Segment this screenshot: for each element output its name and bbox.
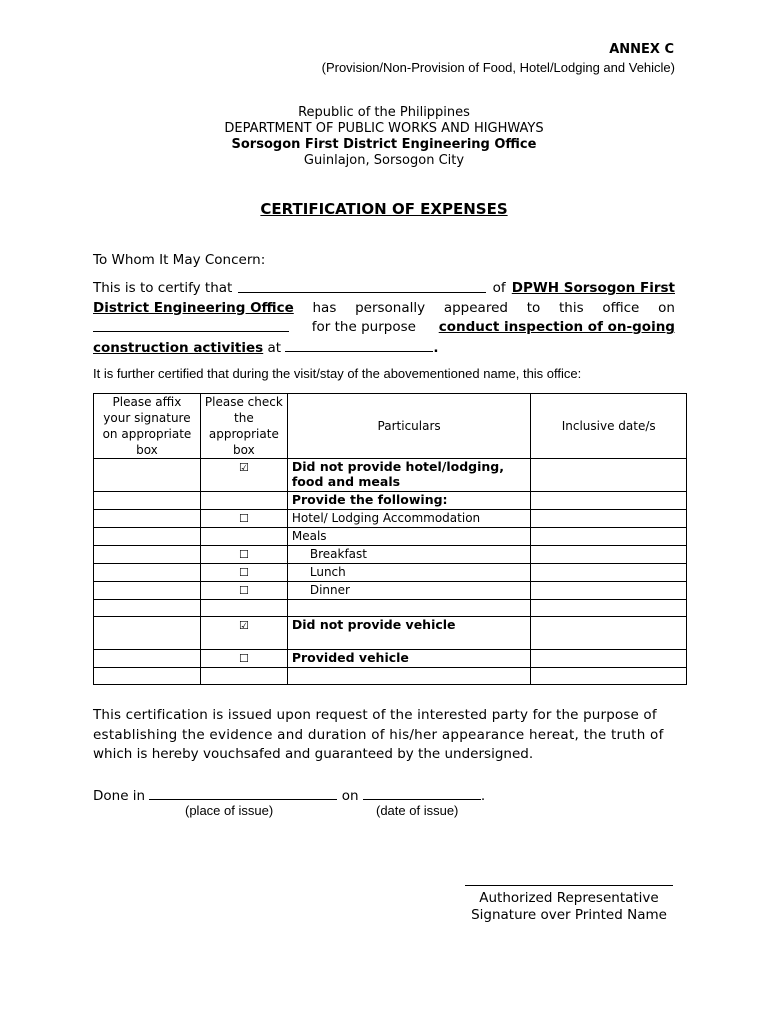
- particular-cell: [287, 600, 530, 617]
- annex-subtitle: (Provision/Non-Provision of Food, Hotel/Lodging and Vehicle): [321, 60, 675, 75]
- checkbox-cell[interactable]: [200, 582, 287, 600]
- letterhead: [0, 105, 768, 169]
- table-row: [94, 668, 687, 685]
- table-row: [94, 510, 687, 528]
- purpose-prefix: for the purpose: [311, 319, 416, 335]
- date-blank[interactable]: [93, 318, 289, 332]
- cert-word: this: [558, 299, 584, 316]
- further-certified-text: It is further certified that during the visit/stay of the abovementioned name, this office:: [93, 366, 582, 381]
- cert-period: .: [433, 339, 439, 356]
- signature-cell[interactable]: [94, 650, 201, 668]
- cert-word: on: [658, 299, 675, 316]
- checkbox-icon[interactable]: ☐: [238, 512, 249, 525]
- date-cell[interactable]: [531, 546, 687, 564]
- annex-label: ANNEX C: [609, 42, 674, 57]
- checked-box-icon[interactable]: ☑: [238, 619, 249, 632]
- date-cell[interactable]: [531, 650, 687, 668]
- checkbox-cell[interactable]: [200, 650, 287, 668]
- cert-of: of: [492, 280, 506, 296]
- name-blank[interactable]: [238, 279, 486, 293]
- particular-cell: Hotel/ Lodging Accommodation: [287, 510, 530, 528]
- issuance-line-2: establishing the evidence and duration of his/her appearance hereat, the truth of: [93, 726, 664, 743]
- table-row: [94, 459, 687, 492]
- checkbox-icon[interactable]: ☐: [238, 584, 249, 597]
- salutation: To Whom It May Concern:: [93, 252, 266, 268]
- checkbox-cell: [200, 600, 287, 617]
- done-period: .: [480, 788, 486, 804]
- header-dates: Inclusive date/s: [531, 394, 687, 459]
- date-cell[interactable]: [531, 600, 687, 617]
- table-row: [94, 600, 687, 617]
- signature-cell[interactable]: [94, 617, 201, 650]
- table-row: [94, 492, 687, 510]
- signature-block: [465, 890, 673, 924]
- table-row: [94, 617, 687, 650]
- done-in-line: [93, 786, 485, 804]
- date-cell[interactable]: [531, 617, 687, 650]
- expenses-table: [93, 393, 687, 685]
- checkbox-cell[interactable]: [200, 617, 287, 650]
- checkbox-icon[interactable]: ☐: [238, 548, 249, 561]
- letterhead-address: Guinlajon, Sorsogon City: [303, 153, 465, 168]
- signature-cell[interactable]: [94, 492, 201, 510]
- signature-cell[interactable]: [94, 582, 201, 600]
- cert-word: office: [602, 299, 640, 316]
- table-header-row: [94, 394, 687, 459]
- cert-word: to: [526, 299, 541, 316]
- header-particulars: Particulars: [287, 394, 530, 459]
- signature-cell[interactable]: [94, 564, 201, 582]
- particular-cell: Provide the following:: [287, 492, 530, 510]
- cert-word: appeared: [443, 299, 508, 316]
- table-row: [94, 650, 687, 668]
- particular-cell: Did not provide hotel/lodging, food and meals: [287, 459, 530, 492]
- particular-cell: Did not provide vehicle: [287, 617, 530, 650]
- issuance-paragraph: [93, 706, 675, 765]
- table-row: [94, 546, 687, 564]
- certification-paragraph: [93, 279, 675, 358]
- cert-intro: This is to certify that: [93, 280, 233, 296]
- particular-cell: Provided vehicle: [287, 650, 530, 668]
- cert-at: at: [267, 339, 282, 356]
- document-title: CERTIFICATION OF EXPENSES: [260, 200, 508, 218]
- date-cell[interactable]: [531, 564, 687, 582]
- purpose-text-2: construction activities: [93, 339, 264, 356]
- header-check: Please check the appropriate box: [200, 394, 287, 459]
- done-on: on: [341, 788, 359, 804]
- date-cell[interactable]: [531, 668, 687, 685]
- date-cell[interactable]: [531, 528, 687, 546]
- checkbox-cell[interactable]: [200, 564, 287, 582]
- particular-cell: Dinner: [287, 582, 530, 600]
- checkbox-cell: [200, 492, 287, 510]
- place-of-issue-blank[interactable]: [149, 786, 337, 800]
- place-of-issue-label: (place of issue): [185, 803, 274, 818]
- table-row: [94, 564, 687, 582]
- issuance-line-1: This certification is issued upon request of the interested party for the purpose of: [93, 707, 657, 723]
- checkbox-cell[interactable]: [200, 510, 287, 528]
- checkbox-icon[interactable]: ☐: [238, 652, 249, 665]
- signature-cell[interactable]: [94, 528, 201, 546]
- date-cell[interactable]: [531, 582, 687, 600]
- particular-cell: Breakfast: [287, 546, 530, 564]
- particular-cell: Meals: [287, 528, 530, 546]
- signature-caption: Signature over Printed Name: [471, 907, 667, 923]
- signature-cell[interactable]: [94, 668, 201, 685]
- location-blank[interactable]: [285, 338, 433, 352]
- checkbox-cell: [200, 668, 287, 685]
- letterhead-department: DEPARTMENT OF PUBLIC WORKS AND HIGHWAYS: [224, 121, 544, 136]
- checkbox-cell[interactable]: [200, 459, 287, 492]
- cert-word: personally: [355, 299, 426, 316]
- checkbox-cell: [200, 528, 287, 546]
- signature-cell[interactable]: [94, 510, 201, 528]
- checkbox-icon[interactable]: ☐: [238, 566, 249, 579]
- signature-cell[interactable]: [94, 600, 201, 617]
- letterhead-office: Sorsogon First District Engineering Office: [231, 137, 537, 152]
- letterhead-republic: Republic of the Philippines: [298, 105, 470, 120]
- signature-cell[interactable]: [94, 459, 201, 492]
- signature-cell[interactable]: [94, 546, 201, 564]
- particular-cell: [287, 668, 530, 685]
- date-cell[interactable]: [531, 459, 687, 492]
- signature-title: Authorized Representative: [479, 890, 659, 906]
- date-cell[interactable]: [531, 510, 687, 528]
- signature-line[interactable]: [465, 885, 673, 886]
- office-name-1: DPWH Sorsogon First: [511, 280, 675, 296]
- table-row: [94, 582, 687, 600]
- date-of-issue-label: (date of issue): [376, 803, 459, 818]
- issuance-line-3: which is hereby vouchsafed and guaranteed by the undersigned.: [93, 746, 534, 762]
- cert-word: has: [312, 299, 337, 316]
- office-name-2: District Engineering Office: [93, 299, 294, 316]
- checked-box-icon[interactable]: ☑: [238, 461, 249, 474]
- date-of-issue-blank[interactable]: [363, 786, 481, 800]
- header-signature: Please affix your signature on appropriate box: [94, 394, 201, 459]
- checkbox-cell[interactable]: [200, 546, 287, 564]
- table-row: [94, 528, 687, 546]
- particular-cell: Lunch: [287, 564, 530, 582]
- purpose-text: conduct inspection of on-going: [438, 319, 675, 335]
- date-cell[interactable]: [531, 492, 687, 510]
- done-prefix: Done in: [93, 788, 146, 804]
